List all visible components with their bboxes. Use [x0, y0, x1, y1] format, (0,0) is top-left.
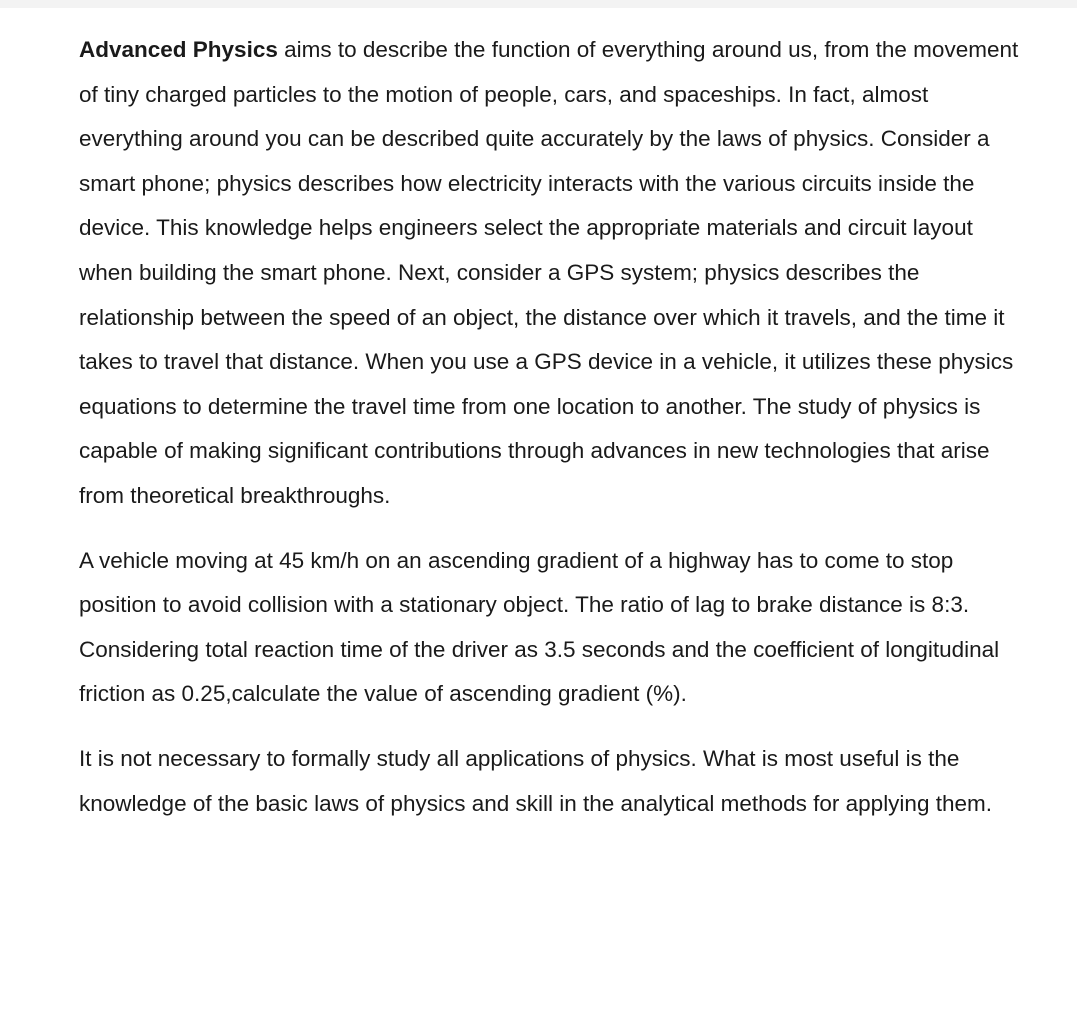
paragraph-problem: A vehicle moving at 45 km/h on an ascending gradient of a highway has to come to stop position to avoid collision with a stationary object. The ratio of lag to brake distance is 8:3. Considering total reaction time of the driver as 3.5 seconds and the coefficient of longitudinal friction as 0.25,calculate the value of ascending gradient (%).: [79, 547, 1000, 707]
document-body: [79, 28, 1019, 826]
page-top-edge: [0, 0, 1077, 8]
paragraph-intro: [79, 28, 1019, 519]
paragraph-intro-text: aims to describe the function of everything around us, from the movement of tiny charged particles to the motion of people, cars, and spaceships. In fact, almost everything around you can be described quite accurately by the laws of physics. Consider a smart phone; physics describes how electricity interacts with the various circuits inside the device. This knowledge helps engineers select the appropriate materials and circuit layout when building the smart phone. Next, consider a GPS system; physics describes the relationship between the speed of an object, the distance over which it travels, and the time it takes to travel that distance. When you use a GPS device in a vehicle, it utilizes these physics equations to determine the travel time from one location to another. The study of physics is capable of making significant contributions through advances in new technologies that arise from theoretical breakthroughs.: [79, 37, 1019, 508]
lead-term: Advanced Physics: [79, 37, 278, 62]
paragraph-conclusion: It is not necessary to formally study all applications of physics. What is most useful is the knowledge of the basic laws of physics and skill in the analytical methods for applying them.: [79, 745, 992, 816]
